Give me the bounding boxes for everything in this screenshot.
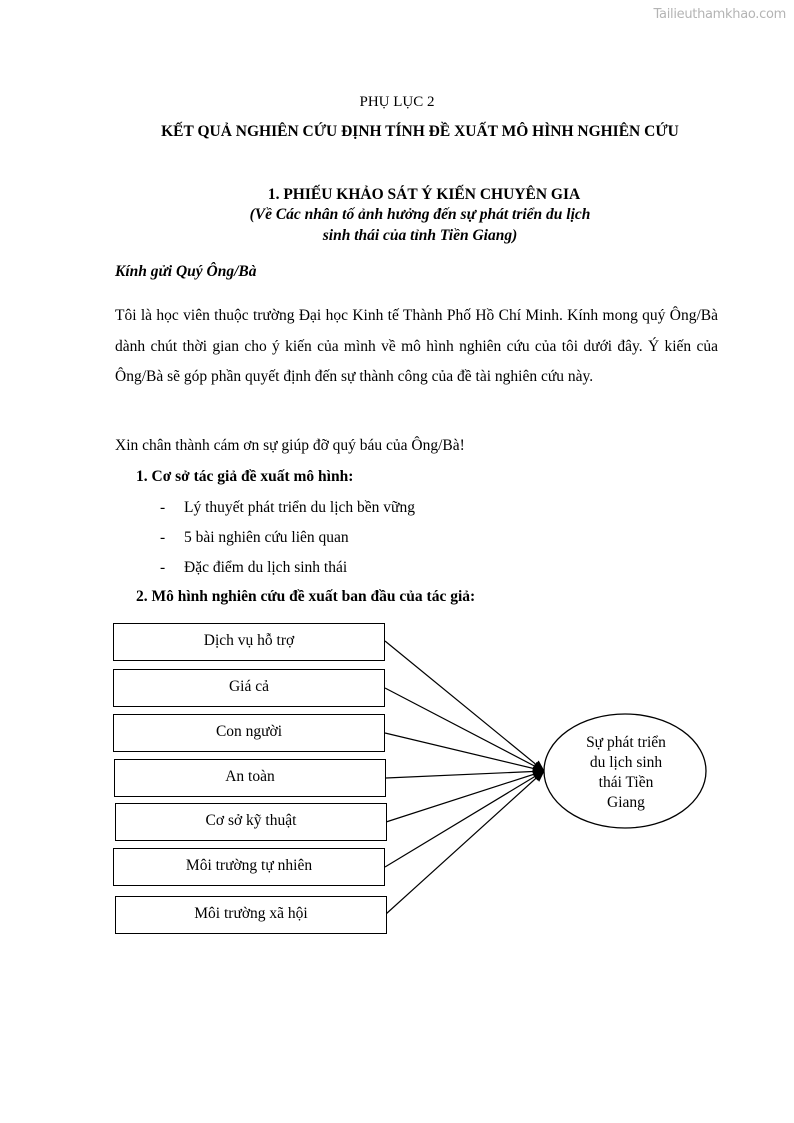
intro-paragraph: Tôi là học viên thuộc trường Đại học Kinh tế Thành Phố Hồ Chí Minh. Kính mong quý Ông/Bà dành chút thời gian cho ý kiến của mình về mô hình nghiên cứu của tôi dưới đây. Ý kiến của Ông/Bà sẽ góp phần quyết định đến sự thành công của đề tài nghiên cứu này. — [115, 307, 718, 385]
factor-box: Môi trường tự nhiên — [113, 848, 385, 886]
appendix-label: PHỤ LỤC 2 — [359, 94, 435, 110]
factor-box: Môi trường xã hội — [115, 896, 387, 934]
arrow-line — [386, 771, 544, 822]
section-subtitle-line2: sinh thái của tỉnh Tiền Giang) — [322, 227, 518, 244]
outcome-label: Sự phát triển du lịch sinh thái Tiền Giang — [586, 734, 666, 811]
factor-box: Dịch vụ hỗ trợ — [113, 623, 385, 661]
factor-box: Giá cả — [113, 669, 385, 707]
factor-box: An toàn — [114, 759, 386, 797]
arrow-line — [385, 771, 544, 867]
document-title: KẾT QUẢ NGHIÊN CỨU ĐỊNH TÍNH ĐỀ XUẤT MÔ HÌNH NGHIÊN CỨU — [161, 123, 679, 140]
factor-box: Con người — [113, 714, 385, 752]
arrow-line — [386, 771, 544, 914]
thanks-line: Xin chân thành cám ơn sự giúp đỡ quý báu của Ông/Bà! — [115, 437, 465, 454]
list-item: - 5 bài nghiên cứu liên quan — [160, 529, 349, 546]
section-title: 1. PHIẾU KHẢO SÁT Ý KIẾN CHUYÊN GIA — [267, 186, 581, 203]
heading-model: 2. Mô hình nghiên cứu đề xuất ban đầu của tác giả: — [136, 588, 476, 605]
greeting: Kính gửi Quý Ông/Bà — [115, 263, 257, 280]
section-subtitle-line1: (Về Các nhân tố ảnh hưởng đến sự phát triển du lịch — [249, 206, 591, 223]
list-item: - Đặc điểm du lịch sinh thái — [160, 559, 348, 576]
heading-basis: 1. Cơ sở tác giả đề xuất mô hình: — [136, 468, 354, 485]
arrow-line — [386, 771, 544, 778]
arrow-line — [385, 688, 544, 771]
watermark: Tailieuthamkhao.com — [653, 7, 786, 22]
factor-box: Cơ sở kỹ thuật — [115, 803, 387, 841]
list-item: - Lý thuyết phát triển du lịch bền vững — [160, 499, 415, 516]
